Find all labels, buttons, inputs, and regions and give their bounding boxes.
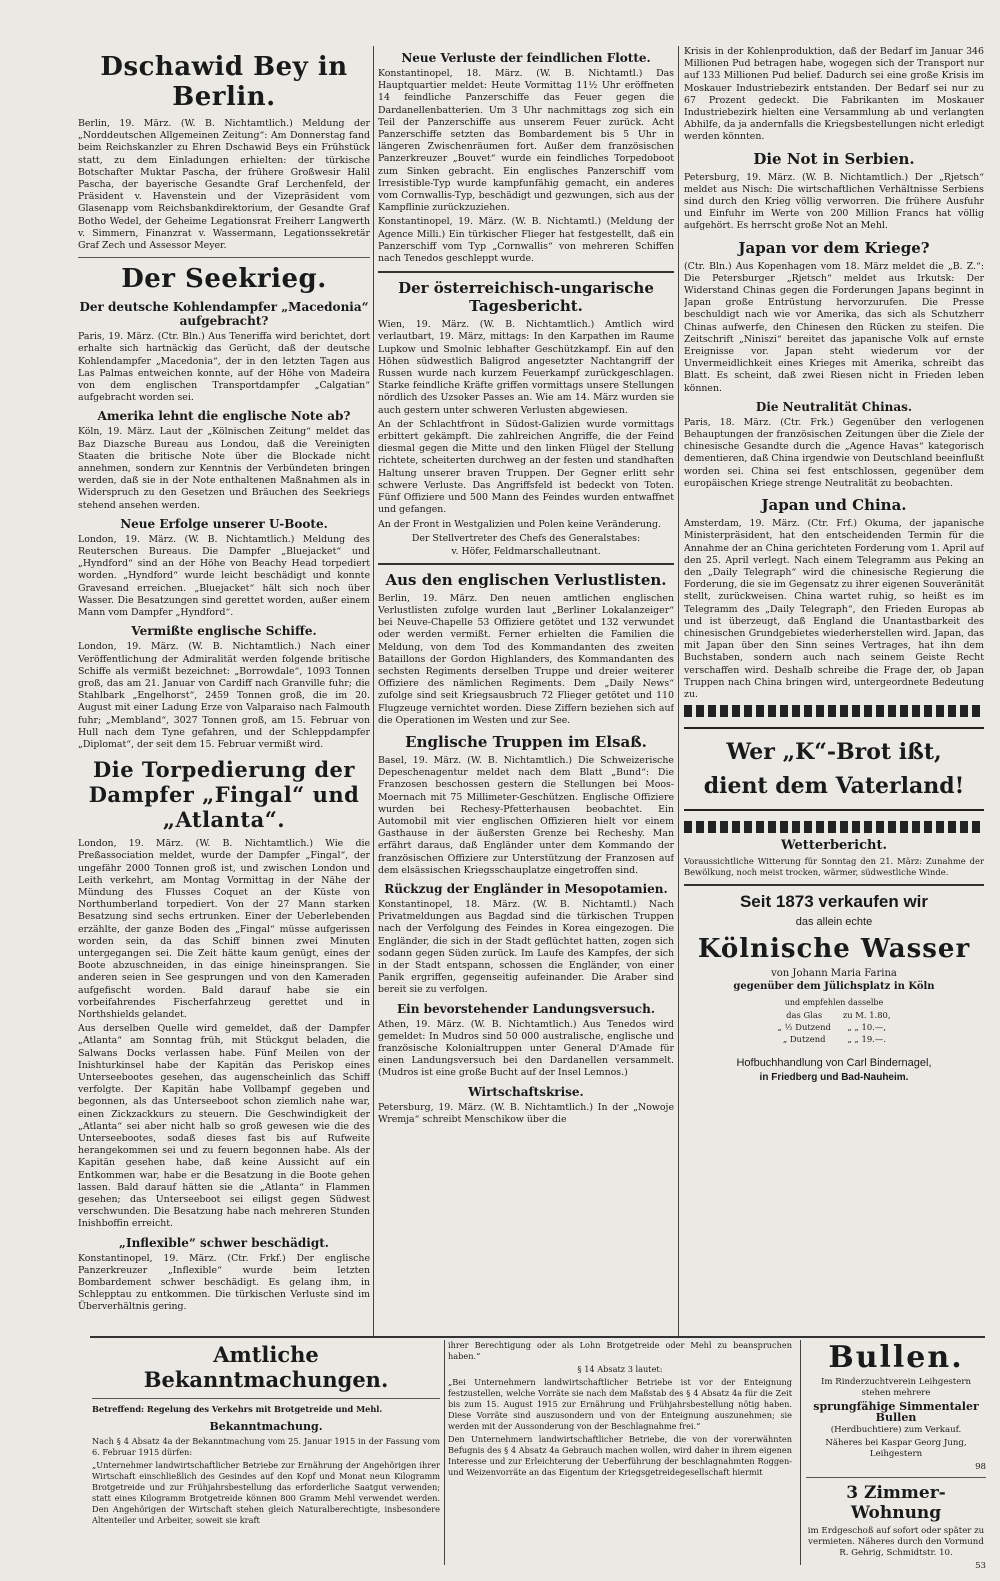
ad-wohnung-headline: 3 Zimmer-Wohnung xyxy=(846,1483,946,1523)
headline-mesopotamien: Rückzug der Engländer in Mesopotamien. xyxy=(384,881,668,896)
ad-bullen-line-4: Näheres bei Kaspar Georg Jung, Leihgestern xyxy=(825,1438,967,1459)
ad-koeln-line-4: von Johann Maria Farina xyxy=(771,968,897,980)
article-kohlenkrise: Krisis in der Kohlenproduktion, daß der Bedarf im Januar 346 Millionen Pud betragen habe, wogegen sich der Transport nur auf 133 Millionen Pud belief. Dadurch sei eine große Krisis im Moskauer Industriebezirk entstanden. Der Bedarf sei nur zu 67 Prozent gedeckt. Die Fabrikanten im Moskauer Industriebezirk hielten eine Versammlung ab und verlangten Abhilfe, da ja andernfalls die Kriegsbestellungen nicht erledigt werden könnten. xyxy=(684,46,984,143)
column-rule xyxy=(373,46,374,1338)
divider xyxy=(78,257,370,258)
betreff-line: Betreffend: Regelung des Verkehrs mit Brotgetreide und Mehl. xyxy=(92,1404,383,1414)
bekanntmachung-cont-1: ihrer Berechtigung oder als Lohn Brotgetreide oder Mehl zu beanspruchen haben.“ xyxy=(448,1340,792,1361)
divider xyxy=(378,563,674,565)
article-oesterreich-2: An der Schlachtfront in Südost-Galizien wurde vormittags erbittert gekämpft. Die zahlreichen Angriffe, die der Feind diesmal gegen die Mitte und den linken Flügel der Stellung richtete, scheiterten durchweg an der festen und standhaften Haltung unserer braven Truppen. Der Gegner erlitt sehr schwere Verluste. Das Angriffsfeld ist bedeckt von Toten. Fünf Offiziere und 500 Mann des Feindes wurden entwaffnet und gefangen. xyxy=(378,418,674,516)
divider xyxy=(806,1477,986,1478)
price-label: „ Dutzend xyxy=(782,1034,826,1045)
article-torpedierung-1: London, 19. März. (W. B. Nichtamtlich.) Wie die Preßassociation meldet, wurde der Dampfer „Fingal“, der ungefähr 2000 Tonnen groß ist, und zwischen London und Leith verkehrt, am Montag Vormittag in der Nähe der Mündung des Flusses Coquet an der Küste von Northumberland torpediert. Von der 27 Mann starken Besatzung sind sechs ertrunken. Einer der Ueberlebenden erzählte, der ganze Boden des „Fingal“ müsse aufgerissen worden sein, da das Schiff binnen zwei Minuten untergegangen sei. Die Zeit hätte kaum genügt, eines der Boote abzuschneiden, in das einige hineinsprangen. Sie anderen seien in See gesprungen und von den Kameraden aufgefischt worden. Bald darauf habe sie ein vorbeifahrendes Fischerfahrzeug gerettet und in Northshields gelandet. xyxy=(78,838,370,1020)
article-u-boote: London, 19. März. (W. B. Nichtamtlich.) Meldung des Reuterschen Bureaus. Die Dampfer „Bluejacket“ und „Hyndford“ sind an der Höhe von Beachy Head torpediert worden. „Hyndford“ wurde leicht beschädigt und konnte Gravesand erreichen. „Bluejacket“ hält sich noch über Wasser. Die Besatzungen sind gerettet worden, außer einem Mann vom Dampfer „Hyndford“. xyxy=(78,533,370,619)
article-mesopotamien: Konstantinopel, 18. März. (W. B. Nichtamtl.) Nach Privatmeldungen aus Bagdad sind die türkischen Truppen nach der Verfolgung des Feindes in Korea eingezogen. Die Engländer, die sich in der Stadt geflüchtet hatten, zogen sich sodann gegen Süden zurück. Im Laufe des Kampfes, der sich in der Stadt entspann, schossen die Engländer, von einer Panik ergriffen, gegenseitig aufeinander. Die Araber sind bereit sie zu verfolgen. xyxy=(378,898,674,996)
decorative-border xyxy=(684,821,984,833)
ad-bullen-line-2: sprungfähige Simmentaler Bullen xyxy=(813,1400,979,1424)
column-rule xyxy=(800,1340,801,1565)
ad-koeln-line-7: Hofbuchhandlung von Carl Bindernagel, xyxy=(736,1057,932,1070)
bottom-column-1 xyxy=(92,1340,440,1570)
column-1 xyxy=(78,46,370,1336)
article-torpedierung-2: Aus derselben Quelle wird gemeldet, daß der Dampfer „Atlanta“ am Sonntag früh, mit Stückgut beladen, die Salwans Docks verlassen habe. Fünf Meilen von der Inishturkinsel habe der Kapitän das Periskop eines Unterseebootes gesehen, das augenscheinlich das Schiff verfolgte. Der Kapitän habe Vollbampf gegeben und begonnen, als das Unterseeboot schon ziemlich nahe war, einen Zickzackkurs zu steuern. Die Geschwindigkeit der „Atlanta“ sei aber nicht halb so groß gewesen wie die des Unterseebootes, sodaß dieses fast bis auf Rufweite herangekommen sei und zu feuern begonnen habe. Als der Kapitän gesehen habe, daß keine Aussicht auf ein Entkommen war, habe er die Besatzung in die Boote gehen lassen. Bald darauf hätten sie die „Atlanta“ in Flammen gesehen; das Unterseeboot sei eiligst gegen Südwest verschwunden. Die Besatzung habe nach mehreren Stunden Inishboffin erreicht. xyxy=(78,1023,370,1230)
headline-seekrieg: Der Seekrieg. xyxy=(121,264,327,295)
ad-number: 98 xyxy=(975,1462,986,1472)
bottom-column-2 xyxy=(448,1340,792,1570)
article-oesterreich-3: An der Front in Westgalizien und Polen keine Veränderung. xyxy=(378,518,661,530)
article-amerika: Köln, 19. März. Laut der „Kölnischen Zeitung“ meldet das Baz Diazsche Bureau aus Londou, daß die Vereinigten Staaten die britische Note über die Blockade nicht annehmen, sondern zur Kenntnis der Verbündeten bringen werden, daß sie in der Note enthaltenen Maßnahmen als in Widerspruch zu den Gesetzen und Bräuchen des Seekriegs stehend ansehen werden. xyxy=(78,426,370,511)
bekanntmachung-cont-4: Den Unternehmern landwirtschaftlicher Betriebe, die von der vorerwähnten Befugnis des § 4 Absatz 4a Gebrauch machen wollen, wird daher in ihrem eigenen Interesse und zur Erleichterung der Ueberführung der beschlagnahmten Roggen- und Weizenvorräte an das Eigentum der Kriegsgetreidegesellschaft hiermit xyxy=(448,1434,792,1477)
subhead-u-boote: Neue Erfolge unserer U-Boote. xyxy=(120,516,328,531)
headline-japan-china: Japan und China. xyxy=(761,496,907,515)
article-elsass: Basel, 19. März. (W. B. Nichtamtlich.) Die Schweizerische Depeschenagentur meldet nach dem Blatt „Bund“: Die Franzosen beschossen gestern die Stellungen bei Moos-Moernach mit 75 Millimeter-Geschützen. Englische Offiziere wurden bei Rechesy-Pfetterhausen beobachtet. Ein Automobil mit vier englischen Offizieren hielt vor einem Gasthause in der äußersten Grenze bei Recheshy. Man erfährt daraus, daß Engländer unter dem Kommando der französischen Offiziere zur Unterstützung der Franzosen auf dem elsässischen Kriegsschauplatze eingetroffen sind. xyxy=(378,754,674,876)
article-dschawid: Berlin, 19. März. (W. B. Nichtamtlich.) Meldung der „Norddeutschen Allgemeinen Zeitung“: Am Donnerstag fand beim Reichskanzler zu Ehren Dschawid Beys ein Frühstück statt, zu dem Einladungen erhielten: der türkische Botschafter Muktar Pascha, der frühere Großwesir Halil Pascha, der bayerische Gesandte Graf Lerchenfeld, der Präsident v. Havenstein und der Vizepräsident vom Glasenapp vom Reichsbankdirektorium, der Gesandte Graf Botho Wedel, der Geheime Legationsrat Freiherr Langwerth v. Simmern, Finanzrat v. Wassermann, Legationssekretär Graf Zech und Assessor Meyer. xyxy=(78,118,370,252)
ad-k-brot xyxy=(684,727,984,811)
column-3 xyxy=(684,46,984,1336)
divider xyxy=(92,1398,440,1399)
ad-bullen-line-1: Im Rinderzuchtverein Leihgestern stehen mehrere xyxy=(821,1377,971,1398)
price-value: zu M. 1.80, xyxy=(842,1010,891,1021)
ad-bullen-line-3: (Herdbuchtiere) zum Verkauf. xyxy=(830,1425,962,1435)
bekanntmachung-title: Bekanntmachung. xyxy=(209,1420,323,1433)
ad-k-brot-line-1: Wer „K“-Brot ißt, xyxy=(726,739,942,766)
headline-verlustlisten: Aus den englischen Verlustlisten. xyxy=(385,570,667,589)
weather-headline: Wetterbericht. xyxy=(781,838,887,854)
subhead-amerika: Amerika lehnt die englische Note ab? xyxy=(97,409,351,424)
ad-number: 53 xyxy=(975,1561,986,1570)
article-landungsversuch: Athen, 19. März. (W. B. Nichtamtlich.) Aus Tenedos wird gemeldet: In Mudros sind 50 000 australische, englische und französische Kolonialtruppen unter General D'Amade für einen Landungsversuch bei den Dardanellen versammelt. (Mudros ist eine große Bucht auf der Insel Lemnos.) xyxy=(378,1018,674,1079)
article-oesterreich-1: Wien, 19. März. (W. B. Nichtamtlich.) Amtlich wird verlautbart, 19. März, mittags: In den Karpathen im Raume Lupkow und Smolnic lebhafter Geschützkampf. Ein auf den Höhen südwestlich Baligrod angesetzter Nachtangriff der Russen wurde nach kurzem Feuerkampf zurückgeschlagen. Starke feindliche Kräfte griffen vormittags unsere Stellungen nördlich des Uzsoker Passes an. Wie am 14. März wurden sie auch gestern unter schweren Verlusten abgewiesen. xyxy=(378,319,674,416)
column-rule xyxy=(444,1340,445,1565)
price-value: „ „ 10.—, xyxy=(847,1022,886,1033)
headline-amtliche: Amtliche Bekanntmachungen. xyxy=(143,1342,389,1392)
divider xyxy=(378,271,674,273)
ad-koeln-line-5: gegenüber dem Jülichsplatz in Köln xyxy=(733,981,935,993)
ad-bullen-headline: Bullen. xyxy=(828,1340,964,1375)
ad-wohnung-text: im Erdgeschoß auf sofort oder später zu vermieten. Näheres durch den Vormund R. Gehrig, Schmidtstr. 10. xyxy=(807,1526,985,1558)
divider xyxy=(684,884,984,886)
headline-dschawid: Dschawid Bey in Berlin. xyxy=(100,52,348,112)
price-row xyxy=(771,1033,896,1045)
headline-landungsversuch: Ein bevorstehender Landungsversuch. xyxy=(396,1001,656,1016)
article-japan-china: Amsterdam, 19. März. (Ctr. Frf.) Okuma, der japanische Ministerpräsident, hat den entscheidenden Termin für die Annahme der an China gerichteten Forderung vom 1. April auf den 25. April verlegt. Nach einem Telegramm aus Peking an den „Daily Telegraph“ wird die chinesische Regierung die Forderung, die sie im Gegensatz zu ihrer eigenen Souveränität stellt, zurückweisen. China wartet ruhig, so heißt es im Telegramm des „Daily Telegraph“, den Frieden Europas ab und ist überzeugt, daß England die Unantastbarkeit des chinesischen Grundgebietes wiederherstellen wird. Japan, das mit Japan über den Sinn seines Vertrages, hat ihn dem Buchstaben, sondern auch nach seinem Geiste Recht verschaffen wird. Deshalb schreibe die Frage der, ob Japan Truppen nach China bringen wird, untergeordnete Bedeutung zu. xyxy=(684,518,984,700)
article-flotte-2: Konstantinopel, 19. März. (W. B. Nichtamtl.) (Meldung der Agence Milli.) Ein türkischer Flieger hat festgestellt, daß ein Panzerschiff vom Typ „Cornwallis“ von mehreren Schiffen nach Tenedos geschleppt wurde. xyxy=(378,216,674,265)
subhead-inflexible: „Inflexible“ schwer beschädigt. xyxy=(119,1235,329,1250)
signature-line-2: v. Höfer, Feldmarschalleutnant. xyxy=(451,545,601,557)
subhead-vermisste: Vermißte englische Schiffe. xyxy=(131,624,317,639)
ad-koeln-line-2: das allein echte xyxy=(795,916,873,929)
price-label: das Glas xyxy=(786,1010,823,1021)
article-japan-krieg: (Ctr. Bln.) Aus Kopenhagen vom 18. März meldet die „B. Z.“: Die Petersburger „Rjetsch“ meldet aus Irkutsk: Der Widerstand Chinas gegen die Forderungen Japans beginnt in Japan große Entrüstung hervorzurufen. Die Presse beschuldigt nach wie vor Amerika, das sich als Schutzherr Chinas aufwerfe, den Chinesen den Rücken zu steifen. Die Zeitschrift „Niniszi“ bereitet das japanische Volk auf ernste Ereignisse vor. Japan steht wiederum vor der Unvermeidlichkeit eines Krieges mit Amerika, schreibt das Blatt. Es scheint, daß zwei Riesen nicht in Frieden leben können. xyxy=(684,260,984,394)
price-value: „ „ 19.—. xyxy=(847,1034,886,1045)
price-row xyxy=(771,1009,896,1021)
headline-elsass: Englische Truppen im Elsaß. xyxy=(405,732,647,751)
weather-text: Voraussichtliche Witterung für Sonntag den 21. März: Zunahme der Bewölkung, noch meist trocken, wärmer, südwestliche Winde. xyxy=(684,856,984,878)
headline-japan-krieg: Japan vor dem Kriege? xyxy=(738,238,930,257)
bottom-section-rule xyxy=(90,1336,985,1338)
ad-koeln-line-1: Seit 1873 verkaufen wir xyxy=(739,892,929,912)
headline-neutralitaet: Die Neutralität Chinas. xyxy=(755,399,913,414)
article-wirtschaftskrise: Petersburg, 19. März. (W. B. Nichtamtlich.) In der „Nowoje Wremja“ schreibt Menschikow über die xyxy=(378,1101,674,1125)
price-label: „ ½ Dutzend xyxy=(777,1022,831,1033)
headline-serbien: Die Not in Serbien. xyxy=(753,149,915,168)
decorative-border xyxy=(684,705,984,717)
weather-report xyxy=(684,838,984,878)
ad-koeln-line-8: in Friedberg und Bad-Nauheim. xyxy=(759,1072,909,1084)
article-serbien: Petersburg, 19. März. (W. B. Nichtamtlich.) Der „Rjetsch“ meldet aus Nisch: Die wirtschaftlichen Verhältnisse Serbiens sind durch den Krieg völlig verworren. Die frühere Ausfuhr und Einfuhr im Werte von 200 Million Francs hat völlig aufgehört. Es herrscht große Not an Mehl. xyxy=(684,171,984,232)
price-row xyxy=(771,1021,896,1033)
column-2 xyxy=(378,46,674,1336)
article-flotte-1: Konstantinopel, 18. März. (W. B. Nichtamtl.) Das Hauptquartier meldet: Heute Vormittag 11½ Uhr eröffneten 14 feindliche Panzerschiffe das Feuer gegen die Dardanellenbatterien. Um 3 Uhr nachmittags zog sich ein Teil der Panzerschiffe aus unserem Feuer zurück. Acht Panzerschiffe setzten das Bombardement bis 5 Uhr in längeren Zwischenräumen fort. Außer dem französischen Panzerkreuzer „Bouvet“ wurde ein feindliches Torpedoboot zum Sinken gebracht. Ein englisches Panzerschiff vom Irresistible-Typ wurde kampfunfähig gemacht, ein anderes vom Cornwallis-Typ, beschädigt und gezwungen, sich aus der Kampflinie zurückzuziehen. xyxy=(378,68,674,214)
headline-oesterreich: Der österreichisch-ungarische Tagesbericht. xyxy=(398,279,654,316)
bekanntmachung-cont-2: § 14 Absatz 3 lautet: xyxy=(577,1364,663,1374)
headline-verluste-flotte: Neue Verluste der feindlichen Flotte. xyxy=(401,51,651,65)
bekanntmachung-text-2: „Unternehmer landwirtschaftlicher Betriebe zur Ernährung der Angehörigen ihrer Wirtschaft einschließlich des Gesindes auf den Kopf und Monat neun Kilogramm Brotgetreide und zur Frühjahrsbestellung das erforderliche Saatgut verwenden; statt eines Kilogramm Brotgetreide können 800 Gramm Mehl verwendet werden. Den Angehörigen der Wirtschaft stehen gleich Naturalberechtigte, insbesondere Altenteiler und Arbeiter, soweit sie kraft xyxy=(92,1460,440,1525)
article-macedonia: Paris, 19. März. (Ctr. Bln.) Aus Teneriffa wird berichtet, dort erhalte sich hartnäckig das Gerücht, daß der deutsche Kohlendampfer „Macedonia“, der in den letzten Tagen aus Las Palmas entweichen konnte, auf der Höhe von Madeira von dem englischen Transportdampfer „Calgatian“ aufgebracht worden sei. xyxy=(78,331,370,404)
bekanntmachung-cont-3: „Bei Unternehmern landwirtschaftlicher Betriebe ist vor der Enteignung festzustellen, welche Vorräte sie nach dem Maßstab des § 4 Absatz 4a für die Zeit bis zum 15. August 1915 zur Ernährung und Frühjahrsbestellung nötig haben. Diese Vorräte sind auszusondern und von der Enteignung auszunehmen; sie werden mit der Aussonderung von der Beschlagnahme frei.“ xyxy=(448,1377,792,1431)
ad-koeln-price-table xyxy=(771,1009,896,1045)
article-neutralitaet: Paris, 18. März. (Ctr. Frk.) Gegenüber den verlogenen Behauptungen der französischen Zeitungen über die Ziele der chinesische Gesandte durch die „Agence Havas“ kategorisch dementieren, daß China irgendwie von Deutschland beeinflußt worden sei. China sei fest entschlossen, gegenüber dem europäischen Kriege strenge Neutralität zu beobachten. xyxy=(684,416,984,489)
ad-k-brot-line-2: dient dem Vaterland! xyxy=(703,773,965,800)
bottom-column-3 xyxy=(806,1340,986,1570)
headline-torpedierung: Die Torpedierung der Dampfer „Fingal“ und „Atlanta“. xyxy=(88,757,360,833)
article-vermisste: London, 19. März. (W. B. Nichtamtlich.) Nach einer Veröffentlichung der Admiralität werden folgende britische Schiffe als vermißt bezeichnet: „Borrowdale“, 1093 Tonnen groß, das am 21. Januar von Cardiff nach Granville fuhr; die Stahlbark „Engelhorst“, 2459 Tonnen groß, die im 20. August mit einer Ladung Erze von Valparaiso nach Falmouth fuhr; „Membland“, 3027 Tonnen groß, am 15. Februar von Hull nach dem Tyne gefahren, und der Schleppdampfer „Diplomat“, der seit dem 15. Februar vermißt wird. xyxy=(78,641,370,750)
ad-koelnisch-wasser xyxy=(684,892,984,1083)
headline-wirtschaftskrise: Wirtschaftskrise. xyxy=(468,1084,584,1099)
subhead-macedonia: Der deutsche Kohlendampfer „Macedonia“ aufgebracht? xyxy=(79,300,369,329)
bekanntmachung-text-1: Nach § 4 Absatz 4a der Bekanntmachung vom 25. Januar 1915 in der Fassung vom 6. Februar 1915 dürfen: xyxy=(92,1436,440,1457)
column-rule xyxy=(678,46,679,1338)
ad-koeln-title: Kölnische Wasser xyxy=(697,934,971,965)
article-verlustlisten: Berlin, 19. März. Den neuen amtlichen englischen Verlustlisten zufolge wurden laut „Berliner Lokalanzeiger“ bei Neuve-Chapelle 53 Offiziere getötet und 132 verwundet oder werden vermißt. Ferner erhielten die Familien die Meldung, von dem Tod des Kommandanten des zweiten Bataillons der Gordon Highlanders, des Kommandanten des sechsten Regiments derselben Truppe und dreier weiterer Offiziere des nämlichen Regiments. Dem „Daily News“ zufolge sind seit Kriegsausbruch 72 Flieger getötet und 110 Flugzeuge vernichtet worden. Diese Ziffern beziehen sich auf die Operationen im Westen und zur See. xyxy=(378,592,674,726)
signature-line-1: Der Stellvertreter des Chefs des Generalstabes: xyxy=(411,532,641,544)
ad-koeln-line-6: und empfehlen dasselbe xyxy=(784,998,884,1008)
article-inflexible: Konstantinopel, 19. März. (Ctr. Frkf.) Der englische Panzerkreuzer „Inflexible“ wurde beim letzten Bombardement schwer beschädigt. Es gelang ihm, in Schlepptau zu entkommen. Die türkischen Verluste sind im Überverhältnis gering. xyxy=(78,1252,370,1313)
